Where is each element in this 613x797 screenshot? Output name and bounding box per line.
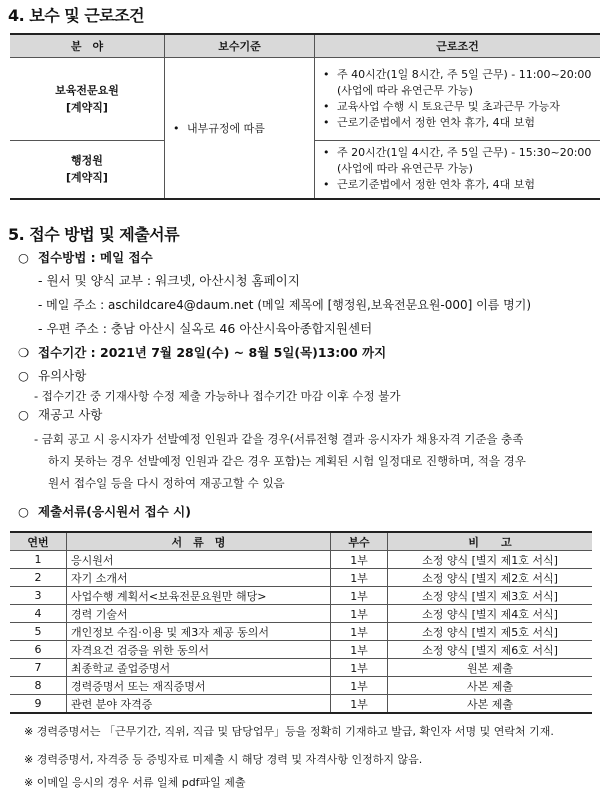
doc-note: 사본 제출 [388, 695, 593, 714]
docs-header-name: 서 류 명 [67, 532, 331, 551]
doc-note: 소정 양식 [별지 제4호 서식] [388, 605, 593, 623]
doc-no: 1 [10, 551, 67, 569]
doc-count: 1부 [331, 605, 388, 623]
application-period: ❍ 접수기간 : 2021년 7월 28일(수) ~ 8월 5일(목)13:00 까지 [18, 345, 387, 360]
pay-conditions-table [10, 33, 600, 200]
header-pay: 보수기준 [165, 34, 315, 58]
doc-no: 7 [10, 659, 67, 677]
conditions-childcare-specialist: • 주 40시간(1일 8시간, 주 5일 근무) - 11:00~20:00 (사업에 따라 유연근무 가능) • 교육사업 수행 시 토요근무 및 초과근무 가능자 • 근로기준법에서 정한 연차 휴가, 4대 보험 [315, 58, 601, 141]
docs-title: ○ 제출서류(응시원서 접수 시) [18, 504, 191, 519]
doc-count: 1부 [331, 641, 388, 659]
doc-no: 4 [10, 605, 67, 623]
method-item-post: - 우편 주소 : 충남 아산시 실옥로 46 아산시육아종합지원센터 [38, 321, 373, 336]
doc-note: 소정 양식 [별지 제2호 서식] [388, 569, 593, 587]
doc-no: 3 [10, 587, 67, 605]
repost-line-1: - 금회 공고 시 응시자가 선발예정 인원과 같을 경우(서류전형 결과 응시자가 채용자격 기준을 충족 [34, 432, 524, 446]
table-row [10, 623, 592, 641]
doc-note: 사본 제출 [388, 677, 593, 695]
note-career-certificate: ※ 경력증명서는 「근무기간, 직위, 직급 및 담당업무」등을 정확히 기재하고 발급, 확인자 서명 및 연락처 기재. [24, 725, 554, 738]
note-missing-proof: ※ 경력증명서, 자격증 등 증빙자료 미제출 시 해당 경력 및 자격사항 인정하지 않음. [24, 753, 423, 766]
doc-no: 8 [10, 677, 67, 695]
doc-name: 개인정보 수집·이용 및 제3자 제공 동의서 [67, 623, 331, 641]
doc-note: 소정 양식 [별지 제6호 서식] [388, 641, 593, 659]
caution-title: ○ 유의사항 [18, 368, 87, 383]
doc-name: 사업수행 계획서<보육전문요원만 해당> [67, 587, 331, 605]
table-row [10, 641, 592, 659]
header-field: 분 야 [10, 34, 165, 58]
repost-line-2: 하지 못하는 경우 선발예정 인원과 같은 경우 포함)는 계획된 시험 일정대로 진행하며, 적을 경우 [48, 454, 526, 468]
field-childcare-specialist: 보육전문요원 [계약직] [10, 58, 165, 141]
doc-name: 응시원서 [67, 551, 331, 569]
doc-name: 자기 소개서 [67, 569, 331, 587]
table-row [10, 587, 592, 605]
doc-count: 1부 [331, 659, 388, 677]
doc-note: 소정 양식 [별지 제1호 서식] [388, 551, 593, 569]
doc-note: 소정 양식 [별지 제3호 서식] [388, 587, 593, 605]
repost-title: ○ 재공고 사항 [18, 407, 103, 422]
doc-name: 경력 기술서 [67, 605, 331, 623]
doc-note: 원본 제출 [388, 659, 593, 677]
field-administrator: 행정원 [계약직] [10, 141, 165, 199]
table-row [10, 659, 592, 677]
doc-count: 1부 [331, 587, 388, 605]
doc-no: 9 [10, 695, 67, 714]
table-row [10, 677, 592, 695]
table-row [10, 695, 592, 714]
doc-no: 5 [10, 623, 67, 641]
doc-count: 1부 [331, 695, 388, 714]
method-item-forms: - 원서 및 양식 교부 : 워크넷, 아산시청 홈페이지 [38, 273, 300, 288]
documents-table [10, 531, 592, 714]
note-email-pdf: ※ 이메일 응시의 경우 서류 일체 pdf파일 제출 [24, 776, 246, 789]
section5-title: 5. 접수 방법 및 제출서류 [8, 225, 180, 244]
doc-name: 경력증명서 또는 재직증명서 [67, 677, 331, 695]
doc-name: 최종학교 졸업증명서 [67, 659, 331, 677]
method-title: ○ 접수방법 : 메일 접수 [18, 250, 153, 265]
pay-basis: • 내부규정에 따름 [165, 58, 315, 199]
doc-note: 소정 양식 [별지 제5호 서식] [388, 623, 593, 641]
doc-no: 2 [10, 569, 67, 587]
method-item-email: - 메일 주소 : aschildcare4@daum.net (메일 제목에 [행정원,보육전문요원-000] 이름 명기) [38, 298, 532, 312]
doc-count: 1부 [331, 551, 388, 569]
doc-name: 자격요건 검증을 위한 동의서 [67, 641, 331, 659]
caution-text: - 접수기간 중 기재사항 수정 제출 가능하나 접수기간 마감 이후 수정 불가 [34, 389, 401, 403]
table-row [10, 605, 592, 623]
docs-header-note: 비 고 [388, 532, 593, 551]
repost-line-3: 원서 접수일 등을 다시 정하여 재공고할 수 있음 [48, 476, 285, 490]
docs-header-no: 연번 [10, 532, 67, 551]
doc-count: 1부 [331, 569, 388, 587]
conditions-administrator: • 주 20시간(1일 4시간, 주 5일 근무) - 15:30~20:00 (사업에 따라 유연근무 가능) • 근로기준법에서 정한 연차 휴가, 4대 보험 [315, 141, 601, 199]
table-row [10, 551, 592, 569]
doc-no: 6 [10, 641, 67, 659]
section4-title: 4. 보수 및 근로조건 [8, 6, 145, 25]
docs-header-count: 부수 [331, 532, 388, 551]
doc-count: 1부 [331, 677, 388, 695]
table-row [10, 569, 592, 587]
doc-name: 관련 분야 자격증 [67, 695, 331, 714]
header-conditions: 근로조건 [315, 34, 601, 58]
doc-count: 1부 [331, 623, 388, 641]
